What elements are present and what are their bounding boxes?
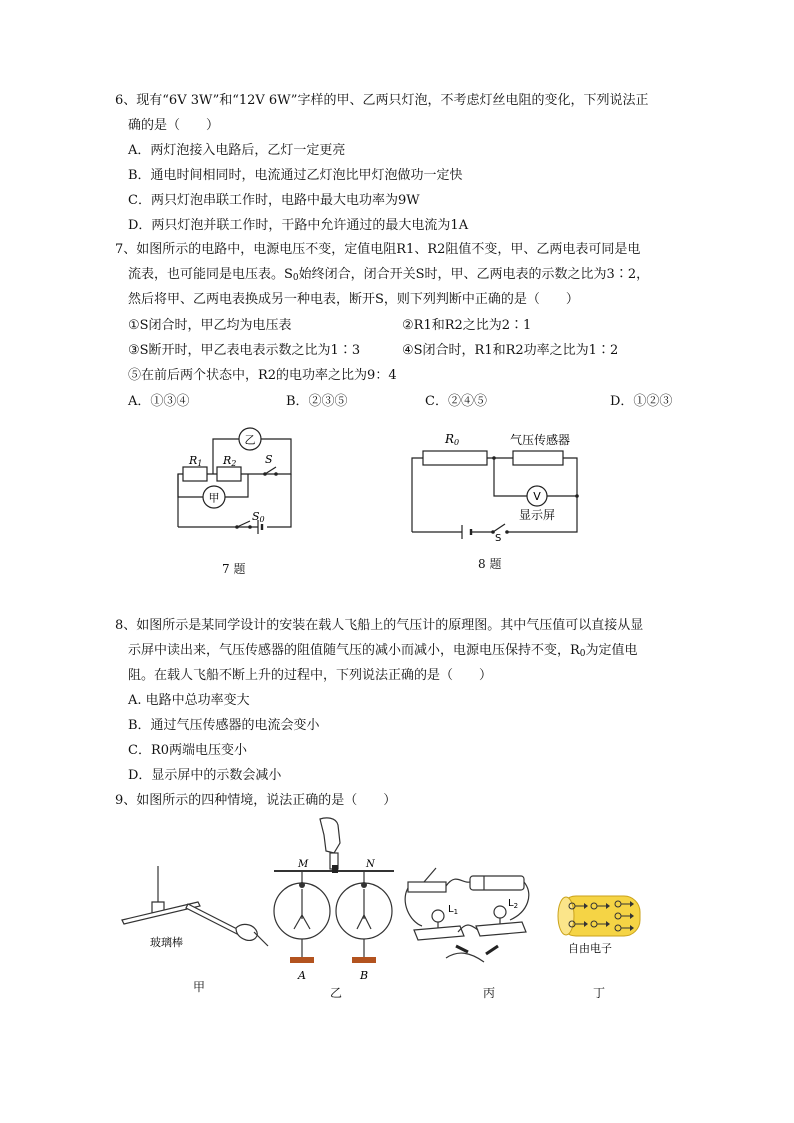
r2-label: R2 <box>223 454 237 468</box>
label-a: A <box>298 969 306 982</box>
r1-resistor <box>183 467 207 481</box>
switch-s0-label: S0 <box>252 510 265 524</box>
free-electron-label: 自由电子 <box>568 942 612 955</box>
glass-rod-label: 玻璃棒 <box>150 936 183 949</box>
q7-stem-line3: 然后将甲、乙两电表换成另一种电表，断开S，则下列判断中正确的是（ ） <box>128 292 579 307</box>
q8-option-c: C．R0两端电压变小 <box>128 743 248 758</box>
r0-label: R0 <box>445 432 460 447</box>
meter-yi-label: 乙 <box>244 433 256 447</box>
q7-statement-5: ⑤在前后两个状态中，R2的电功率之比为9：4 <box>128 368 397 383</box>
q6-stem-line2: 确的是（ ） <box>128 118 220 133</box>
voltmeter-label: V <box>533 490 541 503</box>
r2-resistor <box>217 467 241 481</box>
q6-option-a: A．两灯泡接入电路后，乙灯一定更亮 <box>128 143 346 158</box>
q6-stem-line1: 6、现有“6V 3W”和“12V 6W”字样的甲、乙两只灯泡，不考虑灯丝电阻的变化，下列说法正 <box>115 93 649 108</box>
q7-option-b: B．②③⑤ <box>286 394 348 409</box>
q9-figure-yi <box>270 815 400 990</box>
q6-option-d: D．两只灯泡并联工作时，干路中允许通过的最大电流为1A <box>128 218 469 233</box>
q8-stem-line1: 8、如图所示是某同学设计的安装在载人飞船上的气压计的原理图。其中气压值可以直接从显 <box>115 618 644 633</box>
q9-caption-bing: 丙 <box>483 986 496 1000</box>
q8-stem-line3: 阻。在载人飞船不断上升的过程中，下列说法正确的是（ ） <box>128 668 493 683</box>
q6-option-b: B．通电时间相同时，电流通过乙灯泡比甲灯泡做功一定快 <box>128 168 463 183</box>
q7-stem-line1: 7、如图所示的电路中，电源电压不变，定值电阻R1、R2阻值不变，甲、乙两电表可同是电 <box>115 242 641 257</box>
meter-jia-label: 甲 <box>208 491 220 505</box>
q7-circuit-diagram <box>170 425 300 535</box>
q9-caption-jia: 甲 <box>193 980 206 994</box>
q7-statement-1: ①S闭合时，甲乙均为电压表 <box>128 318 292 333</box>
q8-figure-caption: 8 题 <box>478 557 502 571</box>
q9-caption-ding: 丁 <box>593 986 606 1000</box>
q8-option-a: A. 电路中总功率变大 <box>128 693 250 708</box>
label-m: M <box>298 859 309 870</box>
lamp-l1-label: $L_1$ <box>448 904 459 916</box>
q9-stem: 9、如图所示的四种情境，说法正确的是（ ） <box>115 793 397 808</box>
q7-statement-2: ②R1和R2之比为2∶1 <box>402 318 532 333</box>
lamp-l2-label: $L_2$ <box>508 898 519 910</box>
q7-option-d: D．①②③ <box>610 394 673 409</box>
q8-option-b: B．通过气压传感器的电流会变小 <box>128 718 320 733</box>
label-b: B <box>360 969 369 982</box>
q7-figure-caption: 7 题 <box>222 562 246 576</box>
r1-label: R1 <box>189 454 203 468</box>
q9-figure-ding <box>550 890 650 965</box>
q7-statement-4: ④S闭合时，R1和R2功率之比为1∶2 <box>402 343 619 358</box>
r0-resistor <box>423 451 487 465</box>
display-label: 显示屏 <box>519 508 556 522</box>
q8-stem-line2: 示屏中读出来，气压传感器的阻值随气压的减小而减小，电源电压保持不变，$R_0$为定值电 <box>128 643 638 659</box>
q7-option-c: C．②④⑤ <box>425 394 487 409</box>
sensor-label: 气压传感器 <box>510 433 571 447</box>
q7-stem-line2: 流表，也可能同是电压表。$S_0$始终闭合，闭合开关S时，甲、乙两电表的示数之比为3∶2， <box>128 267 650 283</box>
q9-figure-bing <box>400 862 535 974</box>
q7-option-a: A．①③④ <box>128 394 190 409</box>
pressure-sensor <box>513 451 563 465</box>
switch-s-label: S <box>265 453 273 466</box>
label-n: N <box>366 859 375 870</box>
q8-option-d: D．显示屏中的示数会减小 <box>128 768 282 783</box>
q9-caption-yi: 乙 <box>330 986 343 1000</box>
q7-statement-3: ③S断开时，甲乙表电表示数之比为1∶3 <box>128 343 361 358</box>
switch-label: S <box>495 533 502 544</box>
q8-circuit-diagram <box>405 428 590 544</box>
q6-option-c: C．两只灯泡串联工作时，电路中最大电功率为9W <box>128 193 420 208</box>
q9-figure-jia <box>118 858 273 958</box>
